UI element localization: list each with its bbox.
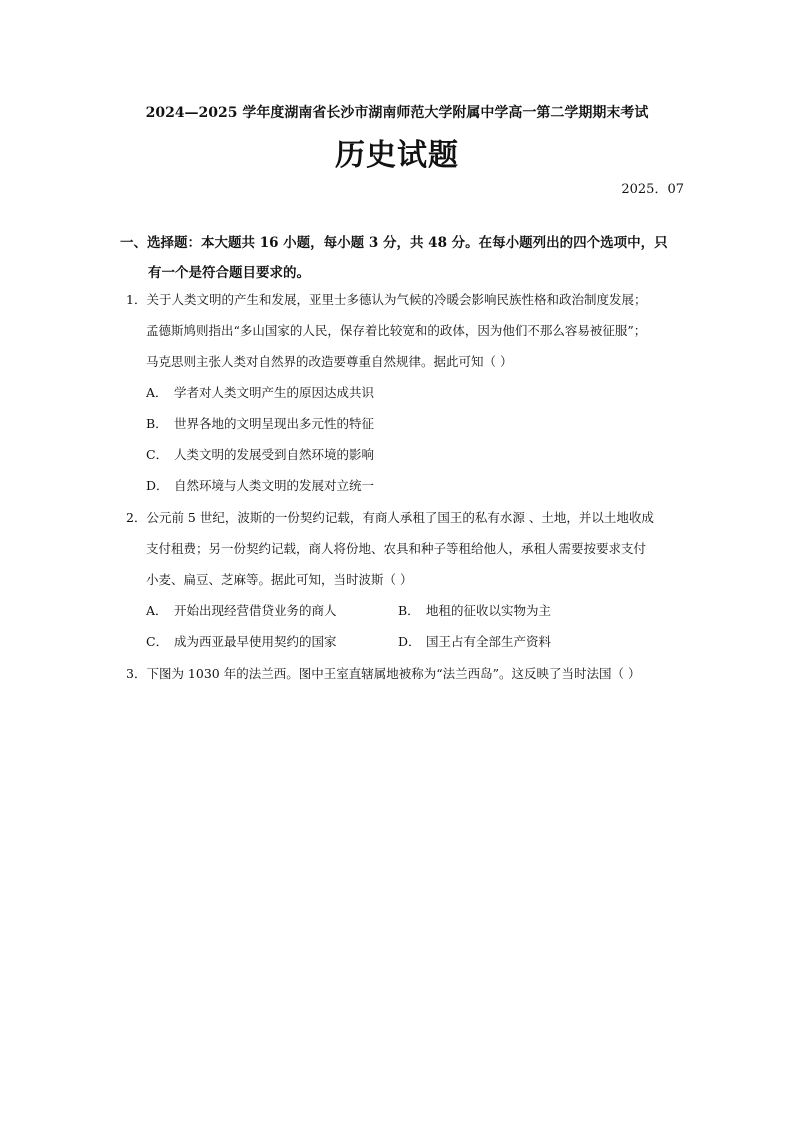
- question-2-line-3: 小麦、扁豆、芝麻等。据此可知，当时波斯（ ）: [146, 572, 413, 587]
- option-letter: A．: [146, 385, 168, 400]
- option-letter: C．: [146, 634, 169, 649]
- question-2-option-c[interactable]: [146, 626, 398, 657]
- question-1-line-1: 1．关于人类文明的产生和发展，亚里士多德认为气候的冷暖会影响民族性格和政治制度发展；: [126, 292, 647, 307]
- option-text: 成为西亚最早使用契约的国家: [174, 634, 337, 649]
- section-heading-line2: 有一个是符合题目要求的。: [148, 265, 310, 281]
- question-3: [126, 658, 696, 689]
- option-text: 自然环境与人类文明的发展对立统一: [174, 478, 375, 493]
- question-1-line-3: 马克思则主张人类对自然界的改造要尊重自然规律。据此可知（ ）: [146, 354, 513, 369]
- option-text: 学者对人类文明产生的原因达成共识: [174, 385, 375, 400]
- question-1-option-c[interactable]: [126, 439, 696, 470]
- question-1: [126, 284, 696, 501]
- exam-subject-title: 历史试题: [335, 138, 459, 173]
- option-text: 人类文明的发展受到自然环境的影响: [174, 447, 375, 462]
- question-2-option-b[interactable]: [398, 595, 650, 626]
- question-1-option-d[interactable]: [126, 470, 696, 501]
- section-heading-line1: 一、选择题：本大题共 16 小题，每小题 3 分，共 48 分。在每小题列出的四个选项中，只: [120, 235, 668, 251]
- exam-date: 2025．07: [621, 182, 684, 197]
- section-heading: [120, 228, 680, 288]
- option-text: 国王占有全部生产资料: [426, 634, 552, 649]
- question-2-option-d[interactable]: [398, 626, 650, 657]
- question-2-options-row-2: [126, 626, 696, 657]
- question-2: [126, 502, 696, 657]
- option-text: 开始出现经营借贷业务的商人: [174, 603, 337, 618]
- option-letter: B．: [146, 416, 168, 431]
- question-1-option-b[interactable]: [126, 408, 696, 439]
- option-letter: A．: [146, 603, 168, 618]
- exam-header-title: 2024—2025 学年度湖南省长沙市湖南师范大学附属中学高一第二学期期末考试: [145, 105, 649, 121]
- option-letter: D．: [146, 478, 169, 493]
- option-letter: C．: [146, 447, 169, 462]
- question-2-option-a[interactable]: [146, 595, 398, 626]
- option-letter: D．: [398, 634, 421, 649]
- option-text: 地租的征收以实物为主: [426, 603, 552, 618]
- question-1-line-2: 孟德斯鸠则指出“多山国家的人民，保存着比较宽和的政体，因为他们不那么容易被征服”；: [146, 323, 647, 338]
- question-1-option-a[interactable]: [126, 377, 696, 408]
- question-2-options-row-1: [126, 595, 696, 626]
- option-text: 世界各地的文明呈现出多元性的特征: [174, 416, 375, 431]
- question-2-line-2: 支付租费；另一份契约记载，商人将份地、农具和种子等租给他人，承租人需要按要求支付: [146, 541, 647, 556]
- question-3-line-1: 3．下图为 1030 年的法兰西。图中王室直辖属地被称为“法兰西岛”。这反映了当时法国（ ）: [126, 666, 641, 681]
- option-letter: B．: [398, 603, 420, 618]
- question-2-line-1: 2．公元前 5 世纪，波斯的一份契约记载，有商人承租了国王的私有水源 、土地，并以土地收成: [126, 510, 654, 525]
